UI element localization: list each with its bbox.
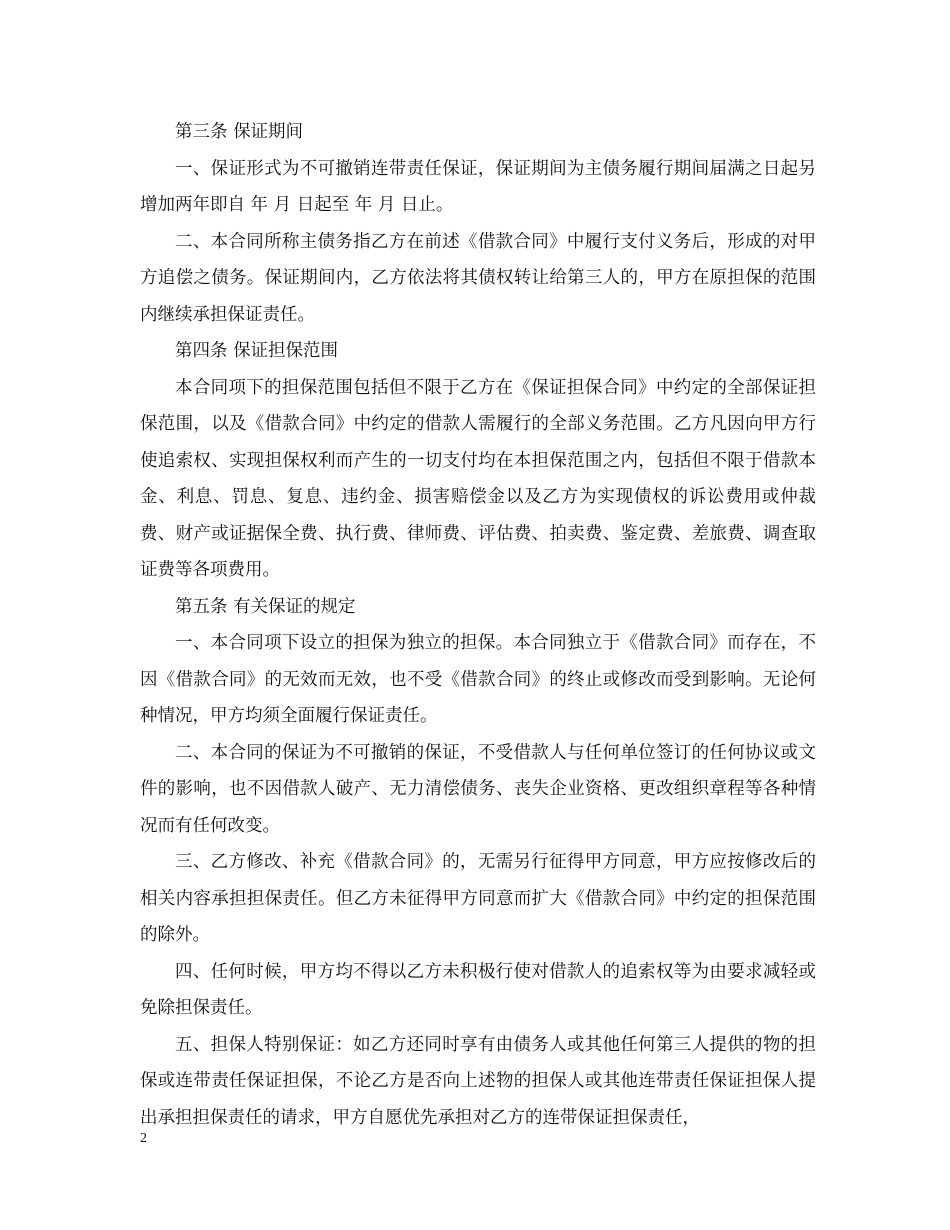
article-4-heading: 第四条 保证担保范围 bbox=[175, 341, 339, 361]
article-5-clause-2: 二、本合同的保证为不可撤销的保证，不受借款人与任何单位签订的任何协议或文件的影响，也不因借款人破产、无力清偿债务、丧失企业资格、更改组织章程等各种情况而有任何改变。 bbox=[140, 742, 816, 836]
article-5-heading: 第五条 有关保证的规定 bbox=[175, 596, 356, 617]
article-3-clause-2: 二、本合同所称主债务指乙方在前述《借款合同》中履行支付义务后，形成的对甲方追偿之债务。保证期间内，乙方依法将其债权转让给第三人的，甲方在原担保的范围内继续承担保证责任。 bbox=[140, 231, 816, 325]
article-4-body: 本合同项下的担保范围包括但不限于乙方在《保证担保合同》中约定的全部保证担保范围，以及《借款合同》中约定的借款人需履行的全部义务范围。乙方凡因向甲方行使追索权、实现担保权利而产生的一切支付均在本担保范围之内，包括但不限于借款本金、利息、罚息、复息、违约金、损害赔偿金以及乙方为实现债权的诉讼费用或仲裁费、财产或证据保全费、执行费、律师费、评估费、拍卖费、鉴定费、差旅费、调查取证费等各项费用。 bbox=[140, 377, 816, 580]
article-5-clause-1: 一、本合同项下设立的担保为独立的担保。本合同独立于《借款合同》而存在，不因《借款合同》的无效而无效，也不受《借款合同》的终止或修改而受到影响。无论何种情况，甲方均须全面履行保证责任。 bbox=[140, 633, 816, 726]
article-3-clause-1: 一、保证形式为不可撤销连带责任保证，保证期间为主债务履行期间届满之日起另增加两年即自 年 月 日起至 年 月 日止。 bbox=[140, 158, 816, 215]
document-body bbox=[140, 114, 816, 1136]
article-5-clause-5: 五、担保人特别保证：如乙方还同时享有由债务人或其他任何第三人提供的物的担保或连带责任保证担保，不论乙方是否向上述物的担保人或其他连带责任保证担保人提出承担担保责任的请求，甲方自愿优先承担对乙方的连带保证担保责任， bbox=[140, 1034, 816, 1128]
page-number: 2 bbox=[140, 1131, 147, 1146]
article-3-heading: 第三条 保证期间 bbox=[175, 122, 304, 142]
article-5-clause-3: 三、乙方修改、补充《借款合同》的，无需另行征得甲方同意，甲方应按修改后的相关内容承担担保责任。但乙方未征得甲方同意而扩大《借款合同》中约定的担保范围的除外。 bbox=[140, 852, 816, 945]
article-5-clause-4: 四、任何时候，甲方均不得以乙方未积极行使对借款人的追索权等为由要求减轻或免除担保责任。 bbox=[140, 961, 816, 1018]
